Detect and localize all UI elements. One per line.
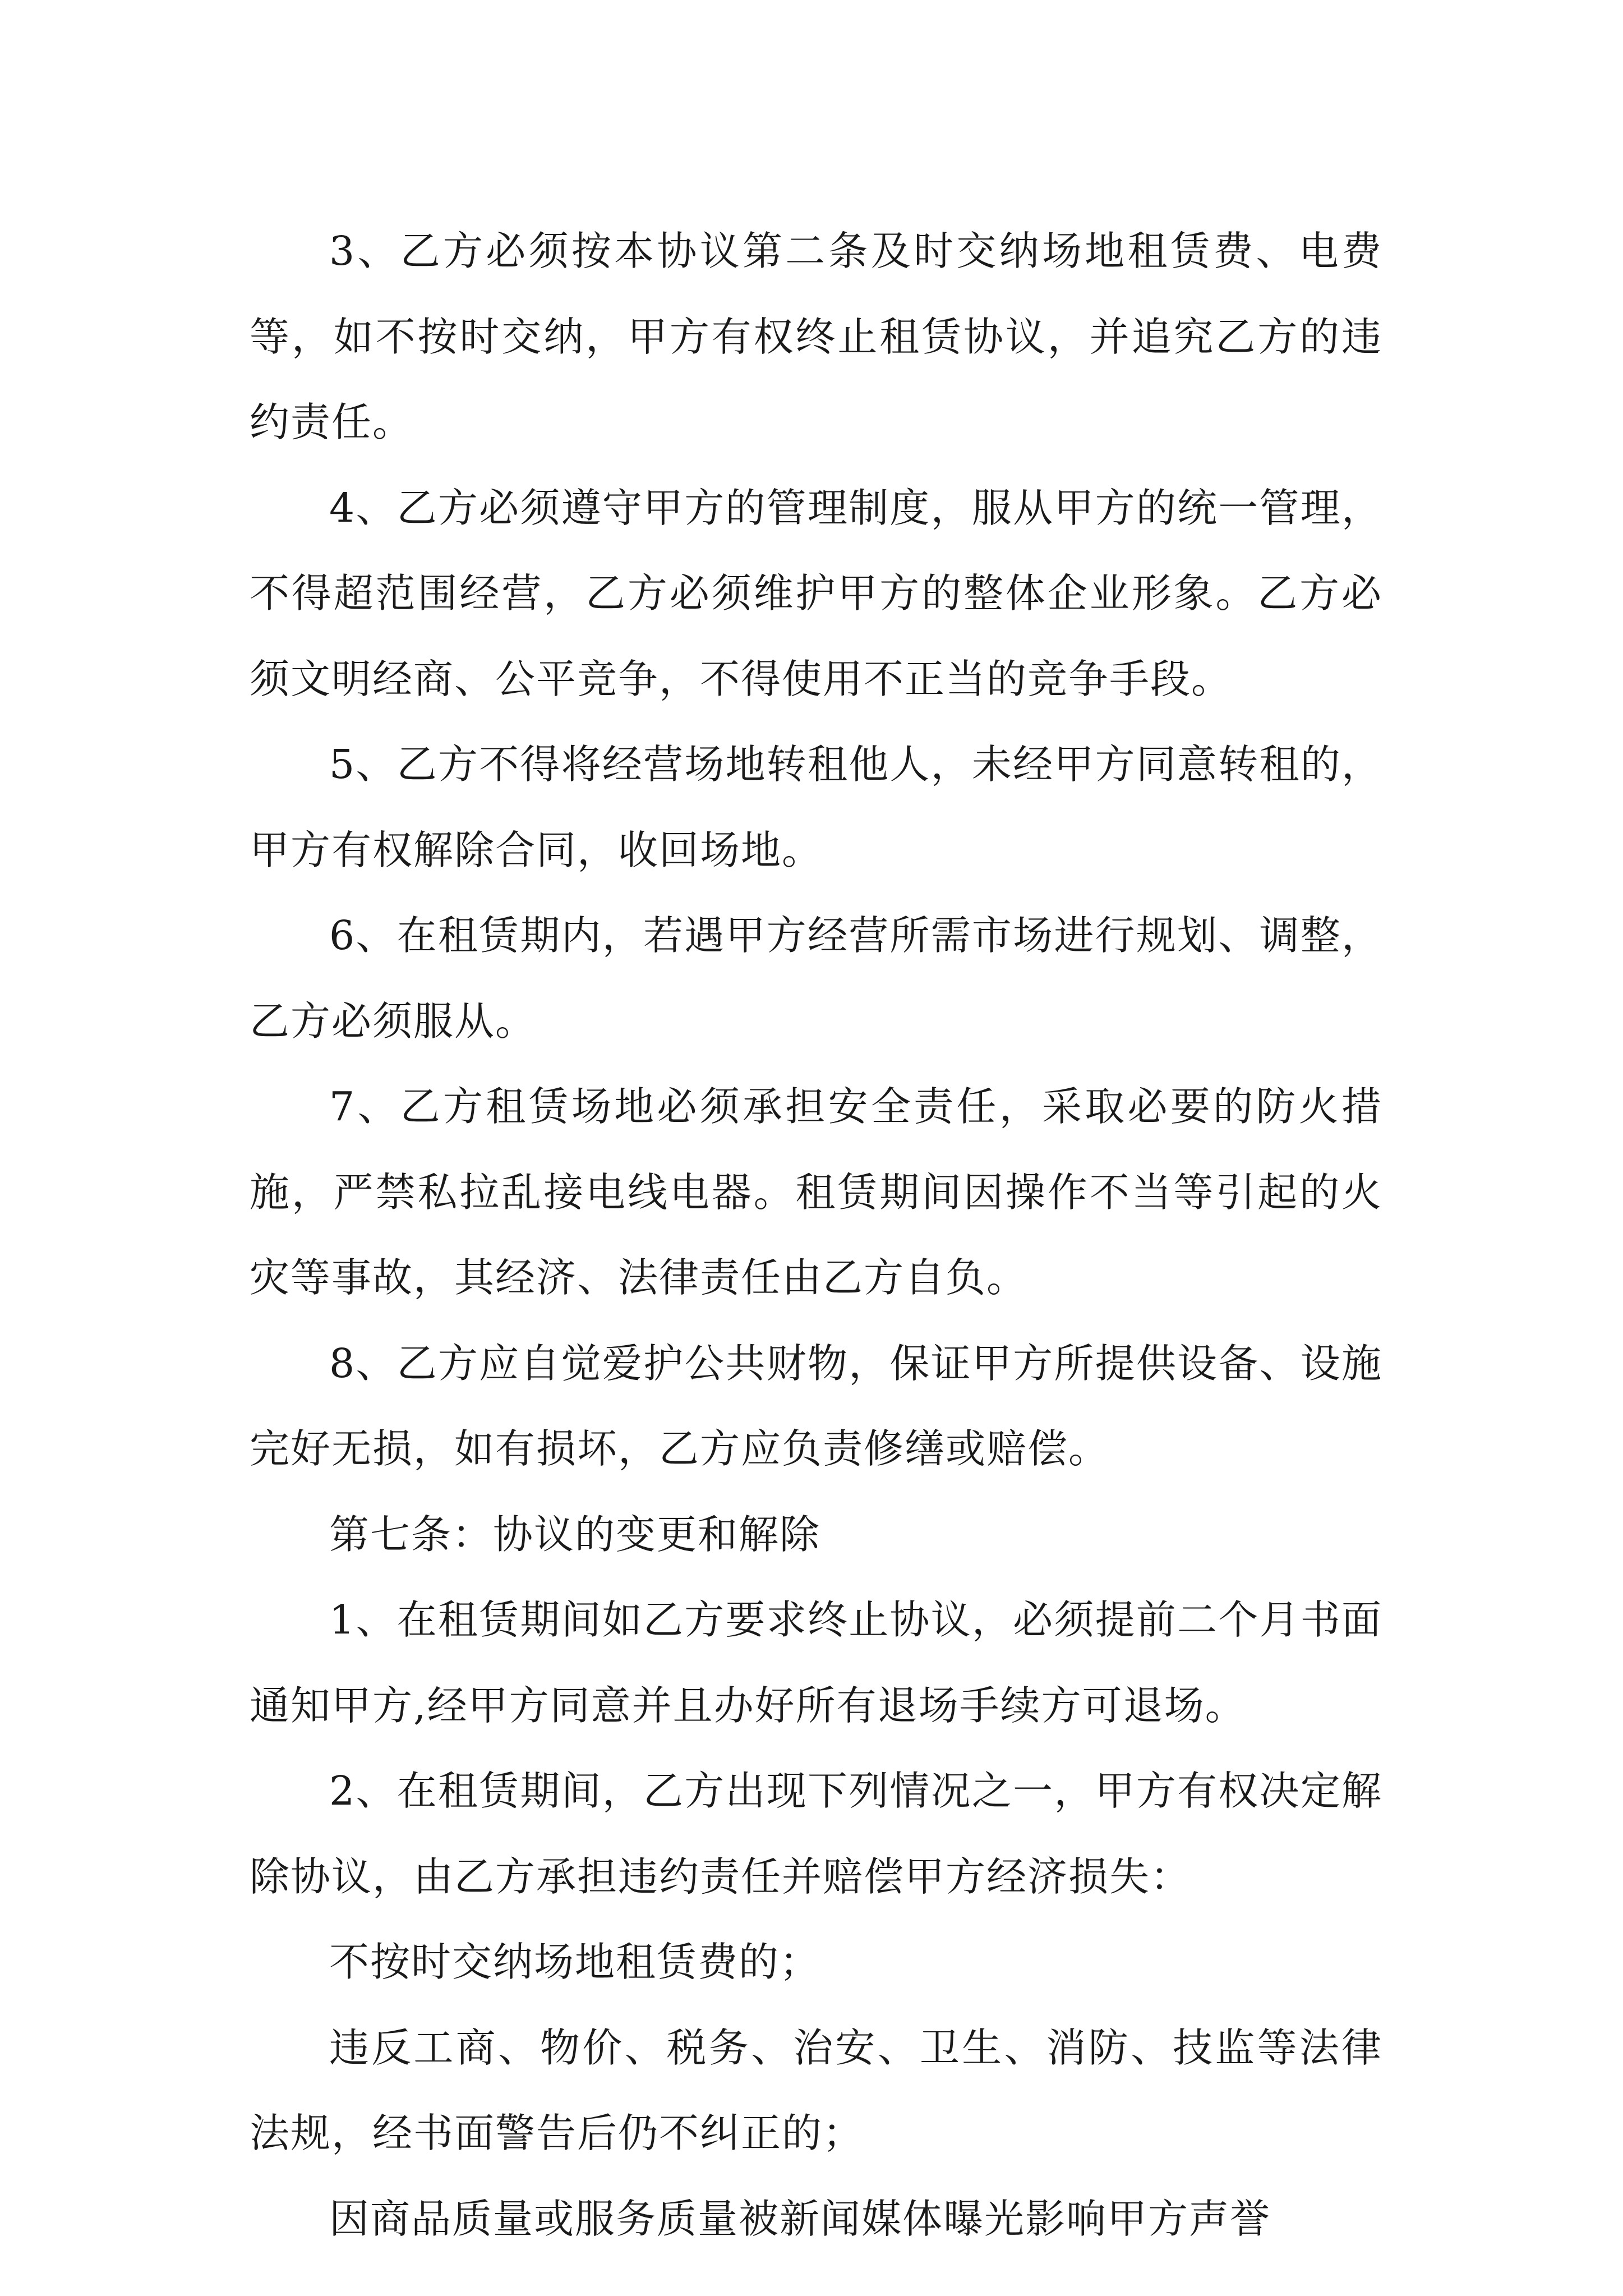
paragraph-clause-6: 6、在租赁期内，若遇甲方经营所需市场进行规划、调整，乙方必须服从。 [250, 912, 1382, 1045]
paragraph-article-7-item-2: 2、在租赁期间，乙方出现下列情况之一，甲方有权决定解除协议，由乙方承担违约责任并赔偿甲方经济损失： [250, 1768, 1382, 1900]
paragraph-condition-quality: 因商品质量或服务质量被新闻媒体曝光影响甲方声誉 [329, 2195, 1271, 2242]
section-heading-article-7: 第七条：协议的变更和解除 [329, 1511, 821, 1558]
paragraph-clause-5: 5、乙方不得将经营场地转租他人，未经甲方同意转租的，甲方有权解除合同，收回场地。 [250, 741, 1382, 873]
paragraph-article-7-item-1: 1、在租赁期间如乙方要求终止协议，必须提前二个月书面通知甲方,经甲方同意并且办好所有退场手续方可退场。 [250, 1596, 1382, 1729]
paragraph-condition-regulations: 违反工商、物价、税务、治安、卫生、消防、技监等法律法规，经书面警告后仍不纠正的； [250, 2024, 1382, 2156]
document-body [250, 209, 1382, 2262]
paragraph-clause-4: 4、乙方必须遵守甲方的管理制度，服从甲方的统一管理，不得超范围经营，乙方必须维护甲方的整体企业形象。乙方必须文明经商、公平竞争，不得使用不正当的竞争手段。 [250, 484, 1382, 702]
paragraph-clause-7: 7、乙方租赁场地必须承担安全责任，采取必要的防火措施，严禁私拉乱接电线电器。租赁期间因操作不当等引起的火灾等事故，其经济、法律责任由乙方自负。 [250, 1083, 1382, 1301]
paragraph-clause-3: 3、乙方必须按本协议第二条及时交纳场地租赁费、电费等，如不按时交纳，甲方有权终止租赁协议，并追究乙方的违约责任。 [250, 228, 1382, 445]
paragraph-clause-8: 8、乙方应自觉爱护公共财物，保证甲方所提供设备、设施完好无损，如有损坏，乙方应负责修缮或赔偿。 [250, 1340, 1382, 1472]
paragraph-condition-rent: 不按时交纳场地租赁费的； [329, 1939, 821, 1985]
